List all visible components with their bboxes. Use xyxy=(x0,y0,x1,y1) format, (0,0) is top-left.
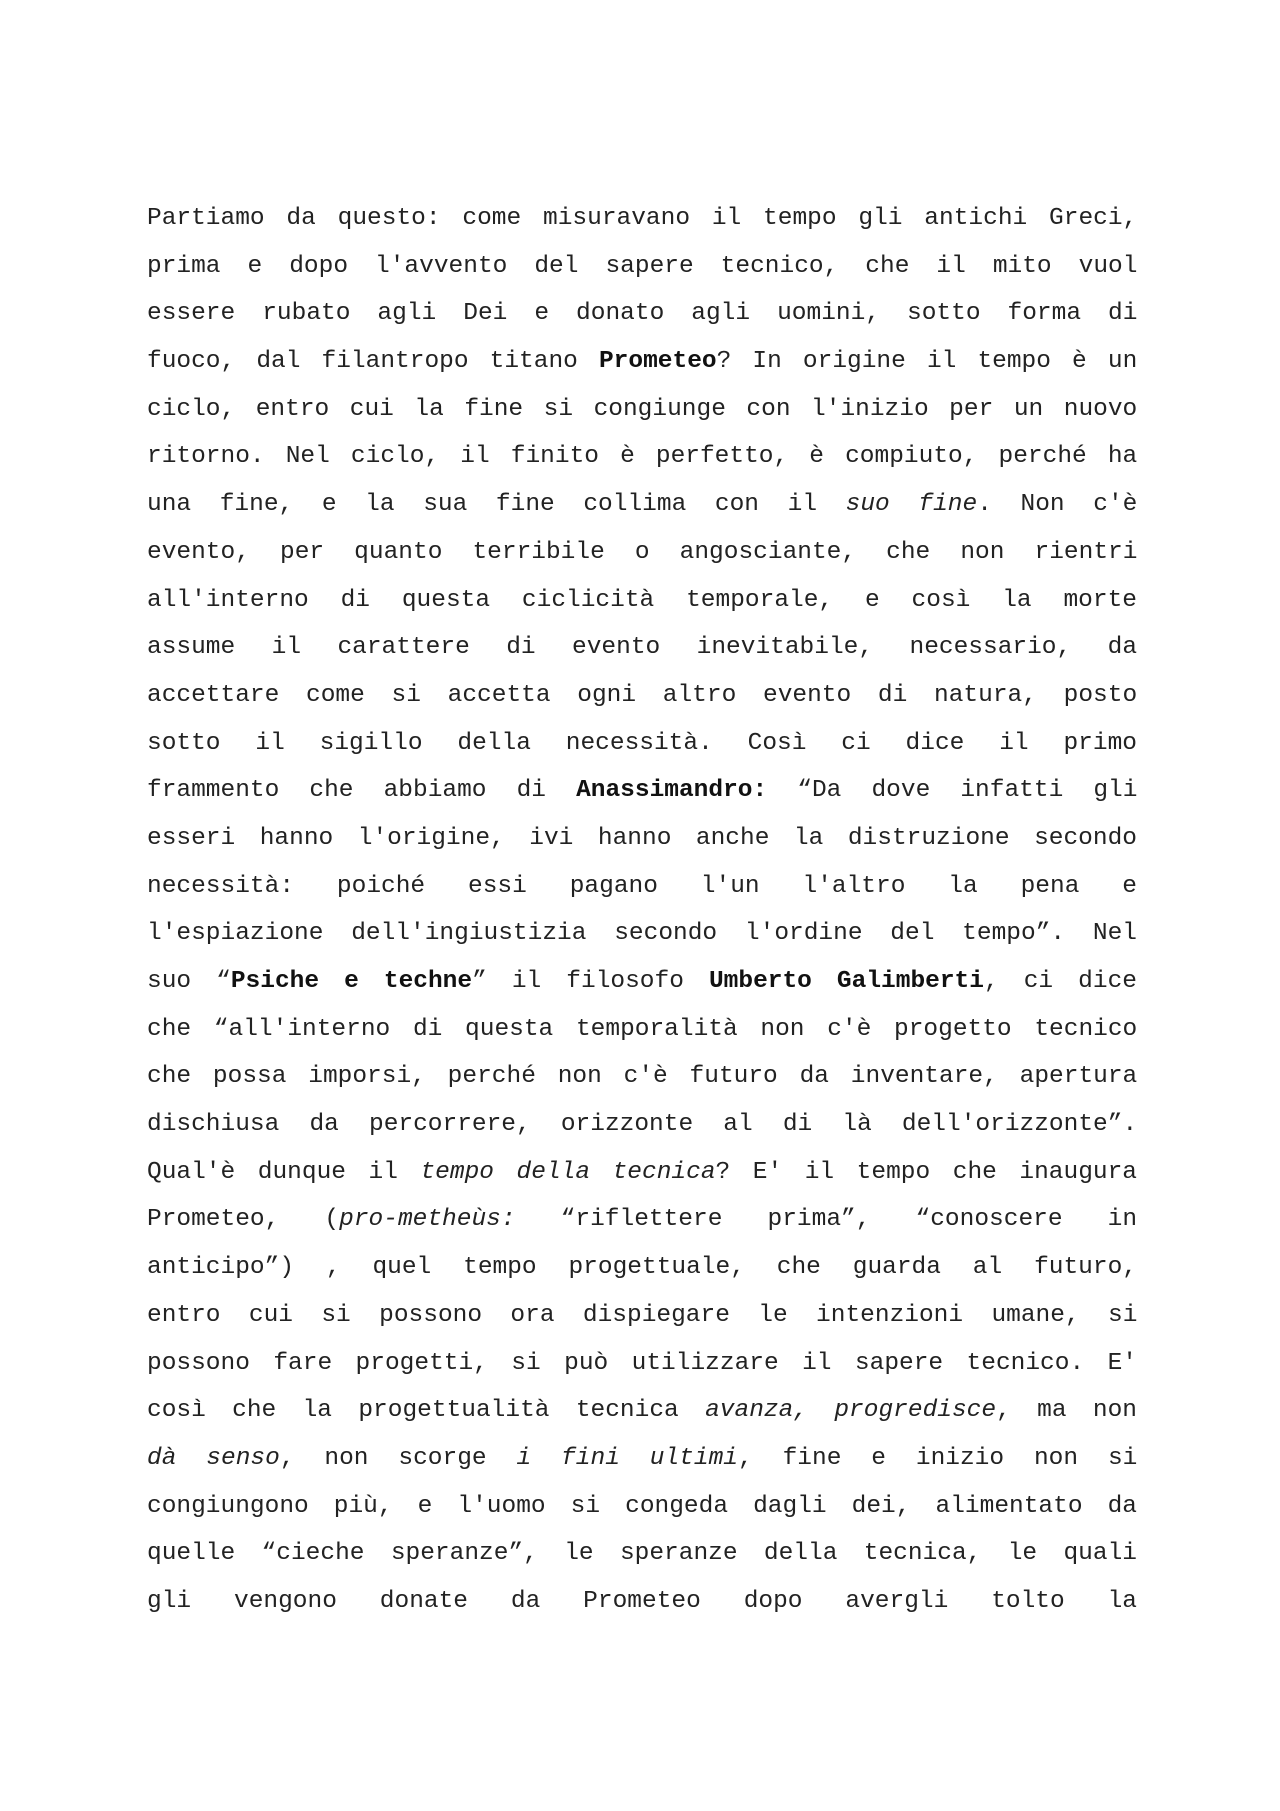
text-run: all'interno di questa ciclicità temporale, e così la morte xyxy=(147,586,1137,614)
text-run: entro cui si possono ora dispiegare le intenzioni umane, si xyxy=(147,1301,1137,1329)
text-line xyxy=(147,1006,1137,1054)
text-run: , non scorge xyxy=(279,1444,517,1472)
text-run: “riflettere prima”, “conoscere in xyxy=(515,1206,1137,1234)
text-run: ciclo, entro cui la fine si congiunge con l'inizio per un nuovo xyxy=(147,395,1137,423)
text-line xyxy=(147,338,1137,386)
text-run: essere rubato agli Dei e donato agli uomini, sotto forma di xyxy=(147,300,1137,328)
bold-text: Psiche e techne xyxy=(230,968,473,995)
text-run: suo “ xyxy=(147,968,231,995)
text-line xyxy=(147,1387,1137,1435)
text-run: ? E' il tempo che inaugura xyxy=(715,1158,1137,1186)
text-line xyxy=(147,1435,1137,1483)
text-run: possono fare progetti, si può utilizzare il sapere tecnico. E' xyxy=(147,1349,1137,1377)
text-run: quelle “cieche speranze”, le speranze della tecnica, le quali xyxy=(147,1540,1137,1568)
text-line xyxy=(147,720,1137,768)
text-run: Partiamo da questo: come misuravano il tempo gli antichi Greci, xyxy=(147,205,1137,232)
text-run: , ma non xyxy=(996,1397,1137,1425)
text-run: “Da dove infatti gli xyxy=(767,777,1137,805)
text-line xyxy=(147,1196,1137,1244)
italic-text: dà senso xyxy=(147,1444,280,1472)
text-run: . Non c'è xyxy=(977,491,1137,519)
text-run: gli vengono donate da Prometeo dopo avergli tolto la xyxy=(147,1587,1137,1615)
text-run: fuoco, dal filantropo titano xyxy=(147,348,599,376)
bold-text: Anassimandro: xyxy=(576,777,768,805)
text-line xyxy=(147,815,1137,863)
text-line xyxy=(147,529,1137,577)
text-run: evento, per quanto terribile o angosciante, che non rientri xyxy=(147,538,1137,566)
italic-text: suo fine xyxy=(845,491,978,519)
text-line xyxy=(147,910,1137,958)
text-run: Prometeo, ( xyxy=(147,1206,340,1234)
text-run: così che la progettualità tecnica xyxy=(147,1397,706,1425)
text-line xyxy=(147,1578,1137,1626)
text-line xyxy=(147,624,1137,672)
text-line xyxy=(147,1053,1137,1101)
text-line xyxy=(147,433,1137,481)
text-line xyxy=(147,1340,1137,1388)
text-line xyxy=(147,958,1137,1006)
text-run: congiungono più, e l'uomo si congeda dagli dei, alimentato da xyxy=(147,1492,1137,1520)
text-run: sotto il sigillo della necessità. Così ci dice il primo xyxy=(147,729,1137,757)
text-run: esseri hanno l'origine, ivi hanno anche la distruzione secondo xyxy=(147,824,1137,852)
text-line xyxy=(147,1101,1137,1149)
text-line xyxy=(147,672,1137,720)
text-run: accettare come si accetta ogni altro evento di natura, posto xyxy=(147,681,1137,709)
text-run: frammento che abbiamo di xyxy=(147,777,577,805)
italic-text: tempo della tecnica xyxy=(420,1158,716,1186)
text-line xyxy=(147,386,1137,434)
text-run: assume il carattere di evento inevitabile, necessario, da xyxy=(147,634,1137,662)
text-run: che “all'interno di questa temporalità non c'è progetto tecnico xyxy=(147,1015,1137,1043)
text-run: ” il filosofo xyxy=(472,968,709,995)
text-run: dischiusa da percorrere, orizzonte al di là dell'orizzonte”. xyxy=(147,1111,1137,1139)
text-line xyxy=(147,1149,1137,1197)
text-line xyxy=(147,243,1137,291)
text-line xyxy=(147,290,1137,338)
text-line xyxy=(147,863,1137,911)
text-line xyxy=(147,195,1137,243)
text-line xyxy=(147,577,1137,625)
text-run: ? In origine il tempo è un xyxy=(716,348,1137,376)
text-run: , fine e inizio non si xyxy=(738,1444,1137,1472)
text-line xyxy=(147,767,1137,815)
bold-text: Umberto Galimberti xyxy=(708,968,984,995)
italic-text: pro-metheùs: xyxy=(339,1206,516,1234)
text-run: , ci dice xyxy=(983,968,1137,995)
text-line xyxy=(147,1292,1137,1340)
text-run: una fine, e la sua fine collima con il xyxy=(147,491,846,519)
text-line xyxy=(147,1530,1137,1578)
text-run: che possa imporsi, perché non c'è futuro da inventare, apertura xyxy=(147,1063,1137,1091)
text-line xyxy=(147,1483,1137,1531)
italic-text: avanza, progredisce xyxy=(705,1397,997,1425)
text-run: l'espiazione dell'ingiustizia secondo l'ordine del tempo”. Nel xyxy=(147,920,1137,948)
body-paragraph xyxy=(147,195,1137,1626)
bold-text: Prometeo xyxy=(598,348,717,376)
text-run: ritorno. Nel ciclo, il finito è perfetto, è compiuto, perché ha xyxy=(147,443,1137,471)
text-run: anticipo”) , quel tempo progettuale, che guarda al futuro, xyxy=(147,1254,1137,1282)
text-line xyxy=(147,481,1137,529)
text-run: Qual'è dunque il xyxy=(147,1158,421,1186)
italic-text: i fini ultimi xyxy=(516,1444,738,1472)
text-run: necessità: poiché essi pagano l'un l'altro la pena e xyxy=(147,872,1137,900)
text-run: prima e dopo l'avvento del sapere tecnico, che il mito vuol xyxy=(147,252,1137,280)
text-line xyxy=(147,1244,1137,1292)
